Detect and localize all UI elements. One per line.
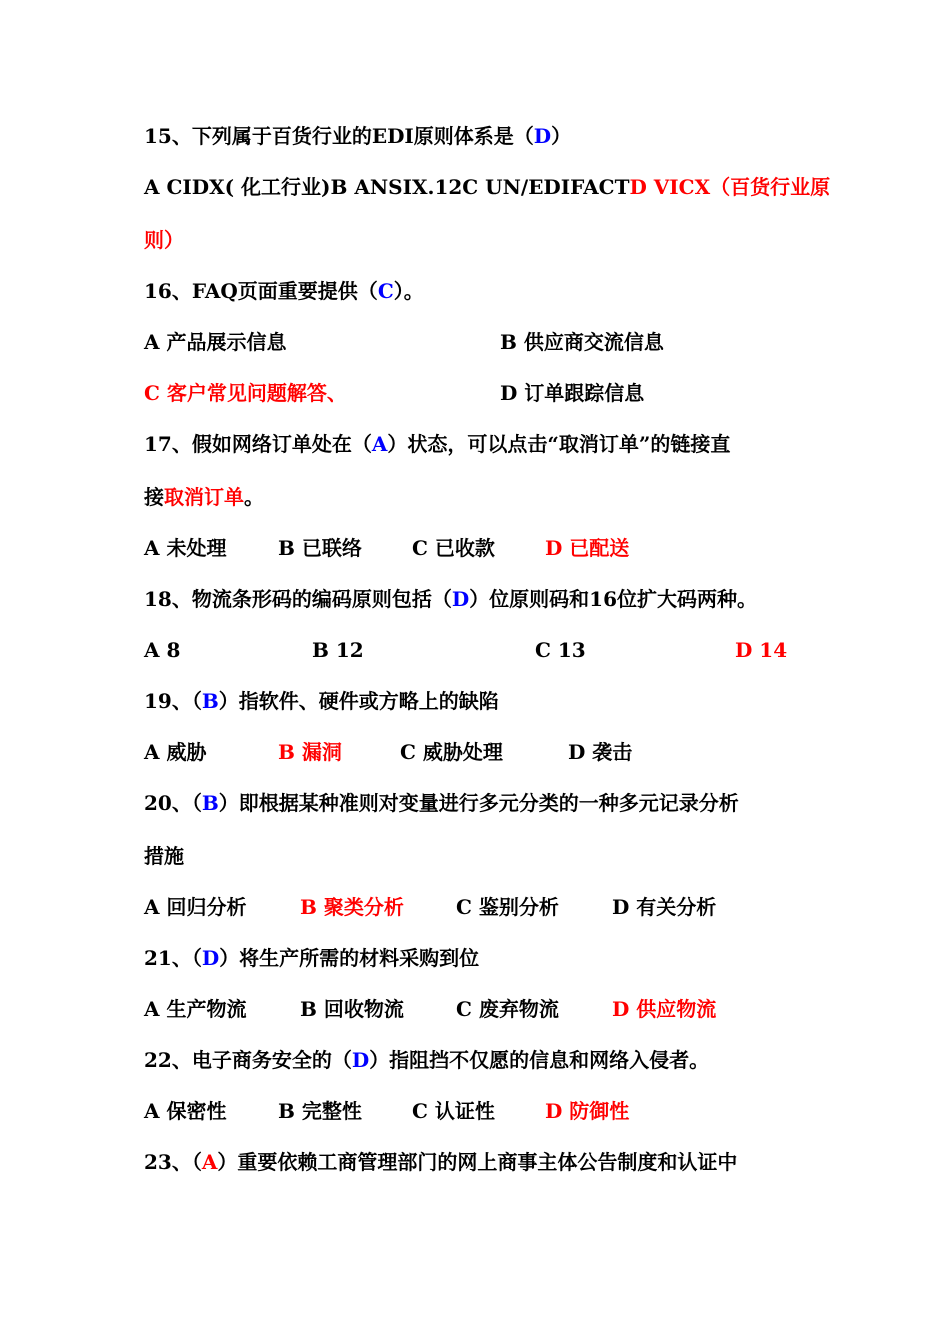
q22-option-a: A 保密性: [144, 1099, 227, 1123]
question-23-stem: [144, 1147, 737, 1177]
q18-option-d: D 14: [735, 638, 788, 662]
q22-answer: D: [351, 1048, 370, 1072]
q17-stem-end: 。: [244, 485, 264, 509]
question-16-options-row2: [0, 378, 950, 408]
question-16-options-row1: [0, 327, 950, 357]
q16-stem-end: ）。: [393, 279, 424, 303]
q16-option-d: D 订单跟踪信息: [500, 381, 645, 405]
q16-option-a: A 产品展示信息: [144, 330, 287, 354]
q21-stem-text: 21、（: [144, 946, 202, 970]
question-18-stem: [144, 584, 757, 614]
q17-stem-c: 接: [144, 485, 164, 509]
q22-option-b: B 完整性: [278, 1099, 362, 1123]
question-20-options: [0, 892, 950, 922]
q21-answer: D: [201, 946, 220, 970]
q20-option-b: B 聚类分析: [300, 895, 404, 919]
q18-stem-end: ）位原则码和16位扩大码两种。: [469, 587, 758, 611]
question-15-options-continued: 则）: [144, 228, 184, 252]
q17-stem-highlight: 取消订单: [164, 485, 244, 509]
q19-stem-end: ）指软件、硬件或方略上的缺陷: [218, 689, 499, 713]
q18-stem-text: 18、物流条形码的编码原则包括（: [144, 587, 452, 611]
q15-stem-text: 15、下列属于百货行业的EDI原则体系是（: [144, 124, 534, 148]
q15-stem-end: ）: [551, 124, 572, 148]
q19-stem-text: 19、（: [144, 689, 202, 713]
q20-option-a: A 回归分析: [144, 895, 247, 919]
q17-stem-mid: ）状态，可以点击“取消订单”的链接直: [387, 432, 731, 456]
q16-option-c: C 客户常见问题解答、: [144, 381, 347, 405]
q17-option-a: A 未处理: [144, 536, 227, 560]
q20-stem-text: 20、（: [144, 791, 202, 815]
question-20-stem: [144, 788, 739, 818]
q19-answer: B: [201, 689, 219, 713]
q19-option-a: A 威胁: [144, 740, 207, 764]
q23-stem-end: ）重要依赖工商管理部门的网上商事主体公告制度和认证中: [217, 1150, 738, 1174]
question-17-options: [0, 533, 950, 563]
q21-option-a: A 生产物流: [144, 997, 247, 1021]
q16-option-b: B 供应商交流信息: [500, 330, 664, 354]
q19-option-c: C 威胁处理: [400, 740, 503, 764]
q20-option-c: C 鉴别分析: [456, 895, 559, 919]
question-16-stem: [144, 276, 424, 306]
q17-option-c: C 已收款: [412, 536, 495, 560]
q17-option-d: D 已配送: [545, 536, 630, 560]
q22-stem-end: ）指阻挡不仅愿的信息和网络入侵者。: [369, 1048, 710, 1072]
question-15-options: [144, 172, 830, 202]
question-19-stem: [144, 686, 499, 716]
q22-option-d: D 防御性: [545, 1099, 630, 1123]
q17-answer: A: [371, 432, 388, 456]
question-20-stem-continued: 措施: [144, 844, 184, 868]
q16-stem-text: 16、FAQ页面重要提供（: [144, 279, 378, 303]
question-21-options: [0, 994, 950, 1024]
q19-option-b: B 漏洞: [278, 740, 342, 764]
q20-stem-mid: ）即根据某种准则对变量进行多元分类的一种多元记录分析: [218, 791, 739, 815]
question-22-options: [0, 1096, 950, 1126]
q18-answer: D: [451, 587, 470, 611]
q18-option-b: B 12: [312, 638, 364, 662]
q22-stem-text: 22、电子商务安全的（: [144, 1048, 352, 1072]
q18-option-a: A 8: [144, 638, 181, 662]
q15-answer: D: [533, 124, 552, 148]
q21-stem-end: ）将生产所需的材料采购到位: [219, 946, 480, 970]
q21-option-b: B 回收物流: [300, 997, 404, 1021]
question-19-options: [0, 737, 950, 767]
q17-stem-text: 17、假如网络订单处在（: [144, 432, 372, 456]
question-22-stem: [144, 1045, 709, 1075]
q21-option-c: C 废弃物流: [456, 997, 559, 1021]
q16-answer: C: [377, 279, 394, 303]
question-15-stem: [144, 121, 571, 151]
q23-answer: A: [201, 1150, 218, 1174]
q21-option-d: D 供应物流: [612, 997, 717, 1021]
q20-option-d: D 有关分析: [612, 895, 717, 919]
q15-options-text: A CIDX( 化工行业)B ANSIX.12C UN/EDIFACT: [144, 175, 630, 199]
question-17-stem: [144, 429, 730, 459]
q15-correct-option: D VICX（百货行业原: [629, 175, 831, 199]
q20-answer: B: [201, 791, 219, 815]
q19-option-d: D 袭击: [568, 740, 633, 764]
q22-option-c: C 认证性: [412, 1099, 495, 1123]
q17-option-b: B 已联络: [278, 536, 362, 560]
q18-option-c: C 13: [535, 638, 586, 662]
question-17-stem-continued: [144, 482, 264, 512]
q23-stem-text: 23、（: [144, 1150, 202, 1174]
question-18-options: [0, 635, 950, 665]
question-21-stem: [144, 943, 479, 973]
